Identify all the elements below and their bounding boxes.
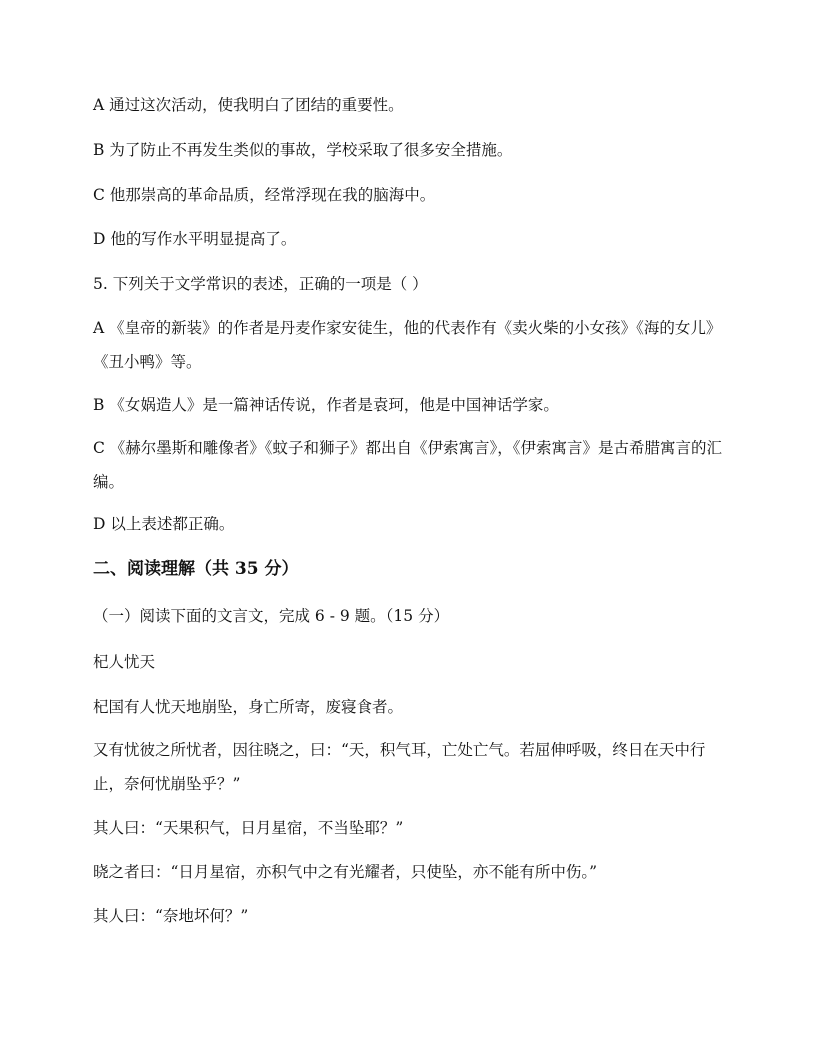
section-heading: 二、阅读理解（共 35 分） xyxy=(93,559,299,579)
option-5d: D 以上表述都正确。 xyxy=(93,515,235,533)
passage-paragraph-4: 晓之者曰：“日月星宿，亦积气中之有光耀者，只使坠，亦不能有所中伤。” xyxy=(93,863,598,881)
part-instruction: （一）阅读下面的文言文，完成 6 - 9 题。（15 分） xyxy=(93,607,450,625)
passage-paragraph-5: 其人曰：“奈地坏何？” xyxy=(93,907,249,925)
option-4d: D 他的写作水平明显提高了。 xyxy=(93,230,297,248)
passage-paragraph-1: 杞国有人忧天地崩坠，身亡所寄，废寝食者。 xyxy=(93,698,404,716)
passage-paragraph-3: 其人曰：“天果积气，日月星宿，不当坠耶？” xyxy=(93,819,404,837)
option-5a: A 《皇帝的新装》的作者是丹麦作家安徒生，他的代表作有《卖火柴的小女孩》《海的女儿》《丑小鸭》等。 xyxy=(93,319,722,371)
option-5c: C 《赫尔墨斯和雕像者》《蚊子和狮子》都出自《伊索寓言》，《伊索寓言》是古希腊寓言的汇编。 xyxy=(93,439,723,491)
option-4b: B 为了防止不再发生类似的事故，学校采取了很多安全措施。 xyxy=(93,141,513,159)
option-4c: C 他那崇高的革命品质，经常浮现在我的脑海中。 xyxy=(93,186,436,204)
passage-title: 杞人忧天 xyxy=(93,653,156,671)
question-5-stem: 5. 下列关于文学常识的表述，正确的一项是（ ） xyxy=(93,275,428,293)
option-4a: A 通过这次活动，使我明白了团结的重要性。 xyxy=(93,96,404,114)
passage-paragraph-2: 又有忧彼之所忧者，因往晓之，曰：“天，积气耳，亡处亡气。若屈伸呼吸，终日在天中行止，奈何忧崩坠乎？” xyxy=(93,741,706,793)
option-5b: B 《女娲造人》是一篇神话传说，作者是袁珂，他是中国神话学家。 xyxy=(93,396,559,414)
